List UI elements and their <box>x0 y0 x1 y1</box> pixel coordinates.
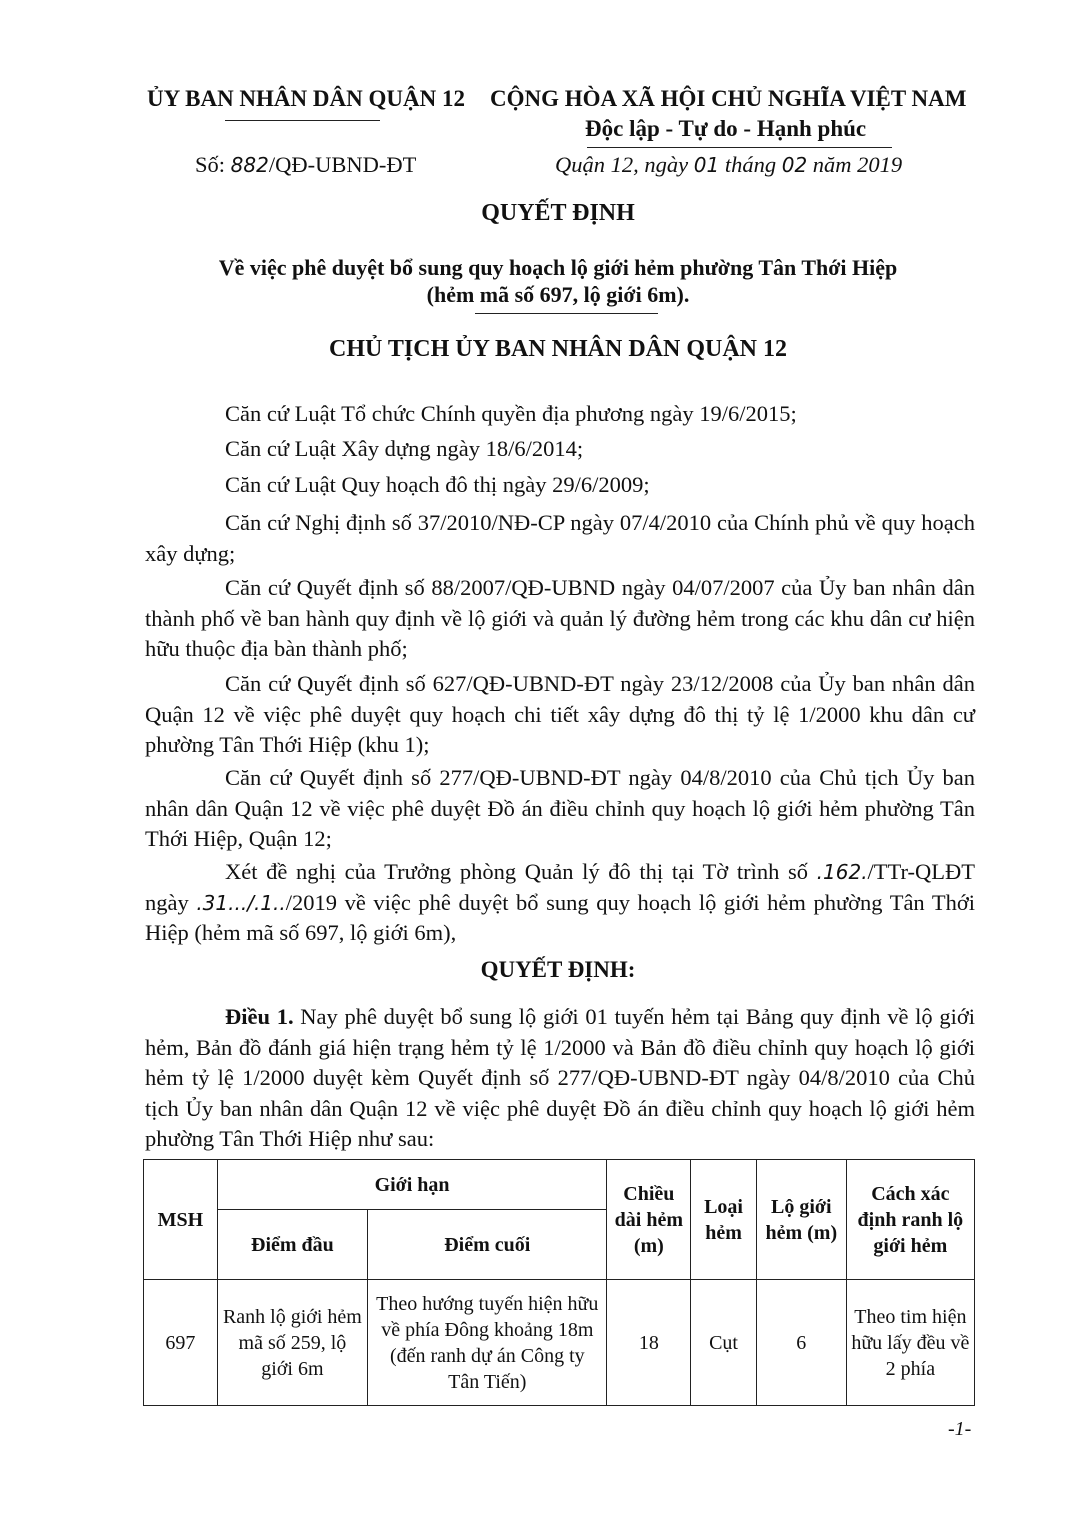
basis-1: Căn cứ Luật Tổ chức Chính quyền địa phương ngày 19/6/2015; <box>225 401 797 426</box>
header-method: Cách xác định ranh lộ giới hẻm <box>846 1160 974 1280</box>
date-month-label: tháng <box>724 152 777 177</box>
header-end: Điểm cuối <box>368 1210 607 1280</box>
date-month: 02 <box>781 153 808 177</box>
subject-underline <box>475 313 658 314</box>
cell-method: Theo tim hiện hữu lấy đều về 2 phía <box>846 1280 974 1406</box>
article-1-label: Điều 1. <box>225 1004 294 1029</box>
cell-width: 6 <box>756 1280 846 1406</box>
number-prefix: Số: <box>195 152 226 177</box>
consideration-paragraph: Xét đề nghị của Trưởng phòng Quản lý đô thị tại Tờ trình số .162./TTr-QLĐT ngày .31.../.1../2019 về việc phê duyệt bổ sung quy hoạch lộ giới hẻm phường Tân Thới Hiệp (hẻm mã số 697, lộ giới 6m), <box>145 859 976 945</box>
article-1 <box>145 1002 975 1155</box>
handwritten-proposal-date: .31.../.1.. <box>196 890 286 915</box>
document-number <box>195 152 416 178</box>
subject-line-1: Về việc phê duyệt bổ sung quy hoạch lộ giới hẻm phường Tân Thới Hiệp <box>218 255 898 280</box>
alley-table <box>143 1159 975 1406</box>
cell-msh: 697 <box>144 1280 218 1406</box>
subject-line-2: (hẻm mã số 697, lộ giới 6m). <box>426 282 690 307</box>
header-start: Điểm đầu <box>217 1210 367 1280</box>
basis-6: Căn cứ Quyết định số 627/QĐ-UBND-ĐT ngày 23/12/2008 của Ủy ban nhân dân Quận 12 về việc phê duyệt quy hoạch chi tiết xây dựng đô thị tỷ lệ 1/2000 khu dân cư phường Tân Thới Hiệp (khu 1); <box>145 671 975 757</box>
page-number: -1- <box>948 1418 972 1440</box>
agency-underline <box>225 120 380 121</box>
basis-7: Căn cứ Quyết định số 277/QĐ-UBND-ĐT ngày 04/8/2010 của Chủ tịch Ủy ban nhân dân Quận 12 về việc phê duyệt Đồ án điều chỉnh quy hoạch lộ giới hẻm phường Tân Thới Hiệp, Quận 12; <box>145 765 975 851</box>
date-year: năm 2019 <box>812 152 903 177</box>
cell-type: Cụt <box>691 1280 757 1406</box>
header-limit: Giới hạn <box>217 1160 607 1210</box>
cell-length: 18 <box>607 1280 691 1406</box>
cell-end: Theo hướng tuyến hiện hữu về phía Đông khoảng 18m (đến ranh dự án Công ty Tân Tiến) <box>368 1280 607 1406</box>
issuing-agency: ỦY BAN NHÂN DÂN QUẬN 12 <box>147 86 465 111</box>
cell-start: Ranh lộ giới hẻm mã số 259, lộ giới 6m <box>217 1280 367 1406</box>
issue-date <box>555 152 902 178</box>
national-motto: Độc lập - Tự do - Hạnh phúc <box>585 116 867 141</box>
date-day: 01 <box>693 153 720 177</box>
document-title: QUYẾT ĐỊNH <box>481 200 635 226</box>
date-prefix: Quận 12, ngày <box>555 152 689 177</box>
header-msh: MSH <box>144 1160 218 1280</box>
header-length: Chiều dài hẻm (m) <box>607 1160 691 1280</box>
article-1-text: Nay phê duyệt bổ sung lộ giới 01 tuyến hẻm tại Bảng quy định về lộ giới hẻm, Bản đồ đánh giá hiện trạng hẻm tỷ lệ 1/2000 và Bản đồ điều chỉnh quy hoạch lộ giới hẻm tỷ lệ 1/2000 duyệt kèm Quyết định số 277/QĐ-UBND-ĐT ngày 04/8/2010 của Chủ tịch Ủy ban nhân dân Quận 12 về việc phê duyệt Đồ án điều chỉnh quy hoạch lộ giới hẻm phường Tân Thới Hiệp như sau: <box>145 1004 975 1151</box>
authority-title: CHỦ TỊCH ỦY BAN NHÂN DÂN QUẬN 12 <box>328 336 787 362</box>
header-width: Lộ giới hẻm (m) <box>756 1160 846 1280</box>
basis-2: Căn cứ Luật Xây dựng ngày 18/6/2014; <box>225 436 584 461</box>
basis-4: Căn cứ Nghị định số 37/2010/NĐ-CP ngày 07/4/2010 của Chính phủ về quy hoạch xây dựng; <box>145 510 975 566</box>
motto-underline <box>587 147 892 148</box>
number-suffix: /QĐ-UBND-ĐT <box>268 152 417 177</box>
basis-5: Căn cứ Quyết định số 88/2007/QĐ-UBND ngày 04/07/2007 của Ủy ban nhân dân thành phố về ban hành quy định về lộ giới và quản lý đường hẻm trong các khu dân cư hiện hữu thuộc địa bàn thành phố; <box>145 575 975 661</box>
country-name: CỘNG HÒA XÃ HỘI CHỦ NGHĨA VIỆT NAM <box>490 86 967 111</box>
decision-heading: QUYẾT ĐỊNH: <box>480 957 636 982</box>
number-handwritten: 882 <box>230 153 269 177</box>
handwritten-proposal-number: .162. <box>816 860 868 884</box>
table-row <box>144 1280 975 1406</box>
basis-3: Căn cứ Luật Quy hoạch đô thị ngày 29/6/2009; <box>225 472 650 497</box>
header-type: Loại hẻm <box>691 1160 757 1280</box>
